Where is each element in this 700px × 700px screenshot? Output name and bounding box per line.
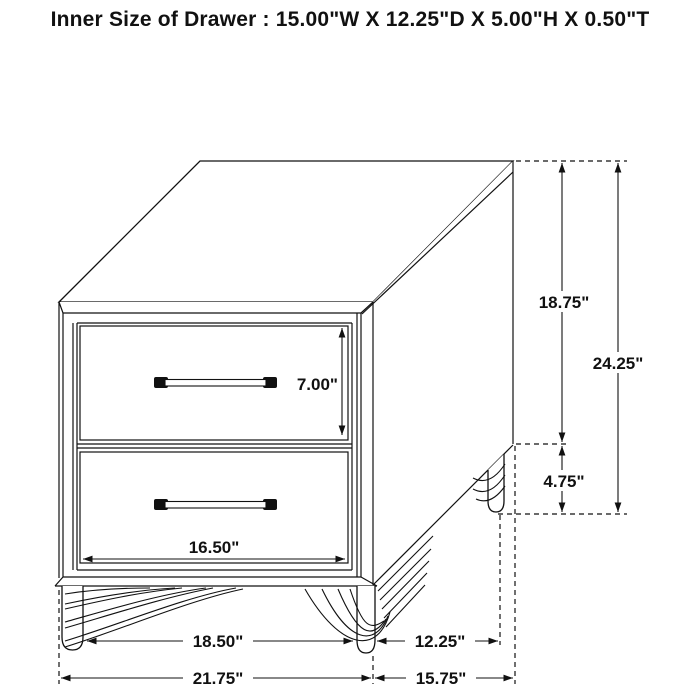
dim-label-leg-clearance: 4.75" [543,472,585,491]
dim-label-drawer-width: 16.50" [188,538,240,557]
dim-label-case-height: 18.75" [538,293,590,312]
dim-label-overall-height: 24.25" [592,354,644,373]
drawing-title: Inner Size of Drawer : 15.00"W X 12.25"D X 5.00"H X 0.50"T [50,8,650,31]
handle-bar [165,502,266,509]
handle-bar [165,380,266,387]
dim-label-front-leg-spacing: 18.50" [192,632,244,651]
coil-loop [322,589,388,636]
leg-front-right [357,586,375,653]
coil-loop [305,589,390,641]
dim-label-overall-depth: 15.75" [415,669,467,688]
dim-label-side-leg-spacing: 12.25" [414,632,466,651]
dim-label-drawer-height: 7.00" [296,375,338,394]
dim-label-overall-width: 21.75" [192,669,244,688]
